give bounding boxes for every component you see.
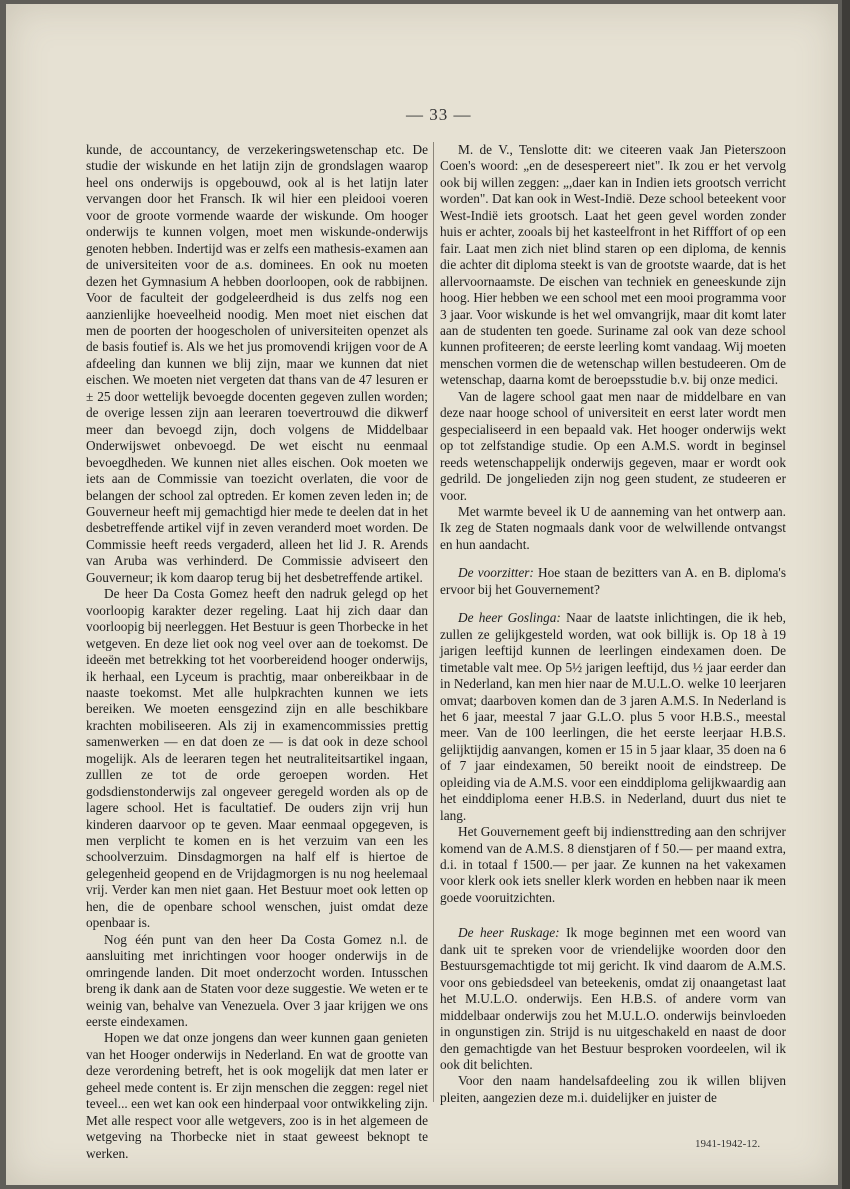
paragraph: Met warmte beveel ik U de aanneming van het ontwerp aan. Ik zeg de Staten nogmaals dank voor de welwillende ontvangst en hun aandacht. — [440, 503, 786, 552]
left-column — [86, 142, 428, 1162]
speaker-text: Hoe staan de bezitters van A. en B. diploma's ervoor bij het Gouvernement? — [440, 565, 786, 597]
speaker-name: De voorzitter: — [458, 565, 534, 581]
paragraph: kunde, de accountancy, de verzekeringswetenschap etc. De studie der wiskunde en het latijn zijn de grondslagen waarop heel ons onderwijs is opgebouwd, ook al is het latijn later vervangen door het Fransch. Ik wil hier een pleidooi voeren voor de groote vormende waarde der wiskunde. Om hooger onderwijs te kunnen volgen, moet men wiskunde-onderwijs genoten hebben. Indertijd was er zelfs een mathesis-examen aan de universiteiten voor de a.s. dominees. En ook nu moeten dezen het Gymnasium A hebben doorloopen, ook de rabbijnen. Voor de faculteit der godgeleerdheid is dus zelfs nog een aanzienlijke hoeveelheid noodig. Men moet niet eischen dat men de poorten der hoogescholen of universiteiten openzet als de basis foutief is. Als we het jus promovendi krijgen voor de A afdeeling dan kunnen we blij zijn, maar we kunnen dat niet eischen. We moeten niet vergeten dat thans van de 47 lesuren er ± 25 door wettelijk bevoegde docenten gegeven zullen worden; de overige lessen zijn aan leeraren toevertrouwd die dikwerf meer dan bevoegd zijn, doch volgens de Middelbaar Onderwijswet onbevoegd. De wet eischt nu eenmaal bevoegdheden. We kunnen niet alles eischen. Ook moeten we iets aan de Commissie van toezicht overlaten, die voor de belangen der school zal optreden. Er komen zeven leden in; de Gouverneur heeft mij gemachtigd hier mede te deelen dat in het desbetreffende artikel vijf in zeven veranderd moet worden. De Commissie heeft reeds vergaderd, alleen het lid J. R. Arends van Aruba was verhinderd. De Commissie adviseert den Gouverneur; ik kom daarop terug bij het desbetreffende artikel. — [86, 142, 428, 585]
paragraph: Voor den naam handelsafdeeling zou ik willen blijven pleiten, aangezien deze m.i. duidelijker en juister de — [440, 1073, 786, 1105]
paragraph: De heer Da Costa Gomez heeft den nadruk gelegd op het voorloopig karakter dezer regeling. Laat hij zich daar dan voorloopig bij neerleggen. Het Bestuur is geen Thorbecke in het wetgeven. En deze liet ook nog veel over aan de toekomst. De ideeën met betrekking tot het voorbereidend hooger onderwijs, ik herhaal, een Lyceum is prachtig, maar onbereikbaar in de naaste toekomst. Met alle hulpkrachten kunnen we iets bereiken. We moeten eensgezind zijn en alle beschikbare krachten mobiliseeren. Als zij in examencommissies prettig samenwerken — en dat doen ze — is dat ook in deze school mogelijk. Als de leeraren tegen het neutraliteitsartikel ingaan, zulllen ze tot de orde geroepen worden. Het godsdienstonderwijs zal ongeveer geregeld worden als op de lagere school. Het is facultatief. De ouders zijn vrij hun kinderen daarvoor op te geven. Maar eenmaal opgegeven, is men verplicht te komen en is het verzuim van een les schoolverzuim. Dinsdagmorgen na half elf is hiertoe de gelegenheid geopend en de Vrijdagmorgen is nu nog heelemaal vrij. Verder kan men niet gaan. Het Bestuur moet ook letten op hen, die de openbare school wenschen, juist omdat deze openbaar is. — [86, 586, 428, 931]
paragraph: Van de lagere school gaat men naar de middelbare en van deze naar hooge school of universiteit en eerst later wordt men gespecialiseerd in een bepaald vak. Het hooger onderwijs wekt op tot zelfstandige studie. Op een A.M.S. wordt in beginsel reeds wetenschappelijk onderwijs gegeven, maar er wordt ook gedrild. De jongelieden zijn nog geen student, ze studeeren er voor. — [440, 388, 786, 503]
speaker-paragraph — [440, 925, 786, 1073]
paragraph: Nog één punt van den heer Da Costa Gomez n.l. de aansluiting met inrichtingen voor hooger onderwijs in de omringende landen. Dit moet onderzocht worden. Intusschen breng ik dank aan de Staten voor deze suggestie. We weten er te weinig van, behalve van Venezuela. Over 3 jaar krijgen we ons eerste eindexamen. — [86, 931, 428, 1030]
speaker-paragraph — [440, 610, 786, 824]
paragraph: Het Gouvernement geeft bij indiensttreding aan den schrijver komend van de A.M.S. 8 dienstjaren of f 50.— per maand extra, d.i. in totaal f 1500.— per jaar. Ze kunnen na het vakexamen voor klerk ook iets sneller klerk worden en hebben naar ik meen goede vooruitzichten. — [440, 824, 786, 905]
speaker-name: De heer Goslinga: — [458, 610, 561, 626]
speaker-paragraph — [440, 565, 786, 598]
speaker-name: De heer Ruskage: — [458, 925, 560, 941]
paragraph: Hopen we dat onze jongens dan weer kunnen gaan genieten van het Hooger onderwijs in Nederland. En wat de grootte van deze verordening betreft, het is ook mogelijk dat men later er geheel mede content is. Er zijn menschen die zeggen: regel niet teveel... een wet kan ook een hinderpaal voor ontwikkeling zijn. Met alle respect voor alle wetgevers, zoo is in het algemeen de wetgeving na Thorbecke niet in staat geweest beknopt te werken. — [86, 1030, 428, 1161]
document-page — [6, 4, 838, 1185]
footer-code: 1941-1942-12. — [695, 1138, 761, 1150]
column-divider — [433, 142, 434, 1102]
speaker-text: Naar de laatste inlichtingen, die ik heb, zullen ze gelijkgesteld worden, wat ook billijk is. Op 18 à 19 jarigen leeftijd kunnen de leerlingen eindexamen doen. De timetable valt mee. Op 5½ jarigen leeftijd, dus ½ jaar eerder dan in Nederland, kan men hier naar de M.U.L.O. welke 10 leerjaren omvat; daarboven komen dan de 3 jaren A.M.S. In Nederland is het 6 jaar, meestal 7 jaar G.L.O. plus 5 voor H.B.S., meestal meer. Van de 100 leerlingen, die het eerste leerjaar H.B.S. gelijktijdig aanvangen, komen er 15 in 5 jaar klaar, 35 doen na 6 of 7 jaar eindexamen, 50 bereikt nooit de eindstreep. De opleiding via de A.M.S. voor een einddiploma gelijkwaardig aan het einddiploma eener H.B.S. in Nederland, duurt dus niet te lang. — [440, 610, 787, 823]
paragraph: M. de V., Tenslotte dit: we citeeren vaak Jan Pieterszoon Coen's woord: „en de desespereert niet". Ik zou er het vervolg ook bij willen zeggen: „,daer kan in Indien iets grootsch verricht worden". Dat kan ook in West-Indië. Deze school beteekent voor West-Indië iets grootsch. Laat het geen gevel worden zonder huis er achter, zooals bij het kasteelfront in het Rifffort of op een fair. Laat men zich niet blind staren op een diploma, de kennis die achter dit diploma steekt is van de grootste waarde, dat is het allervoornaamste. De eischen van techniek en geneeskunde zijn hoog. Hier hebben we een school met een mooi programma voor 3 jaar. Voor wiskunde is het wel omvangrijk, maar dit komt later aan de studenten ten goede. Suriname zal ook van deze school kunnen profiteeren; de eerste leerling komt vandaag. Wij moeten menschen vormen die de wetenschap willen bestudeeren. Om de wetenschap, daarna komt de beroepsstudie b.v. bij onze medici. — [440, 142, 786, 388]
speaker-text: Ik moge beginnen met een woord van dank uit te spreken voor de vriendelijke woorden door den Bestuursgemachtigde tot mij gericht. Ik vind daarom de A.M.S. voor ons gebiedsdeel van beteekenis, omdat zij onaangetast laat het M.U.L.O. onderwijs. Een H.B.S. of andere vorm van middelbaar onderwijs zou het M.U.L.O. onderwijs beinvloeden in ongunstigen zin. Strijd is nu uitgeschakeld en naast de door den gemachtigde van het Bestuur besproken voordeelen, wil ik ook dit belichten. — [440, 925, 786, 1073]
right-column — [440, 142, 786, 1106]
page-edge — [842, 0, 850, 1189]
page-number: — 33 — — [406, 105, 472, 124]
